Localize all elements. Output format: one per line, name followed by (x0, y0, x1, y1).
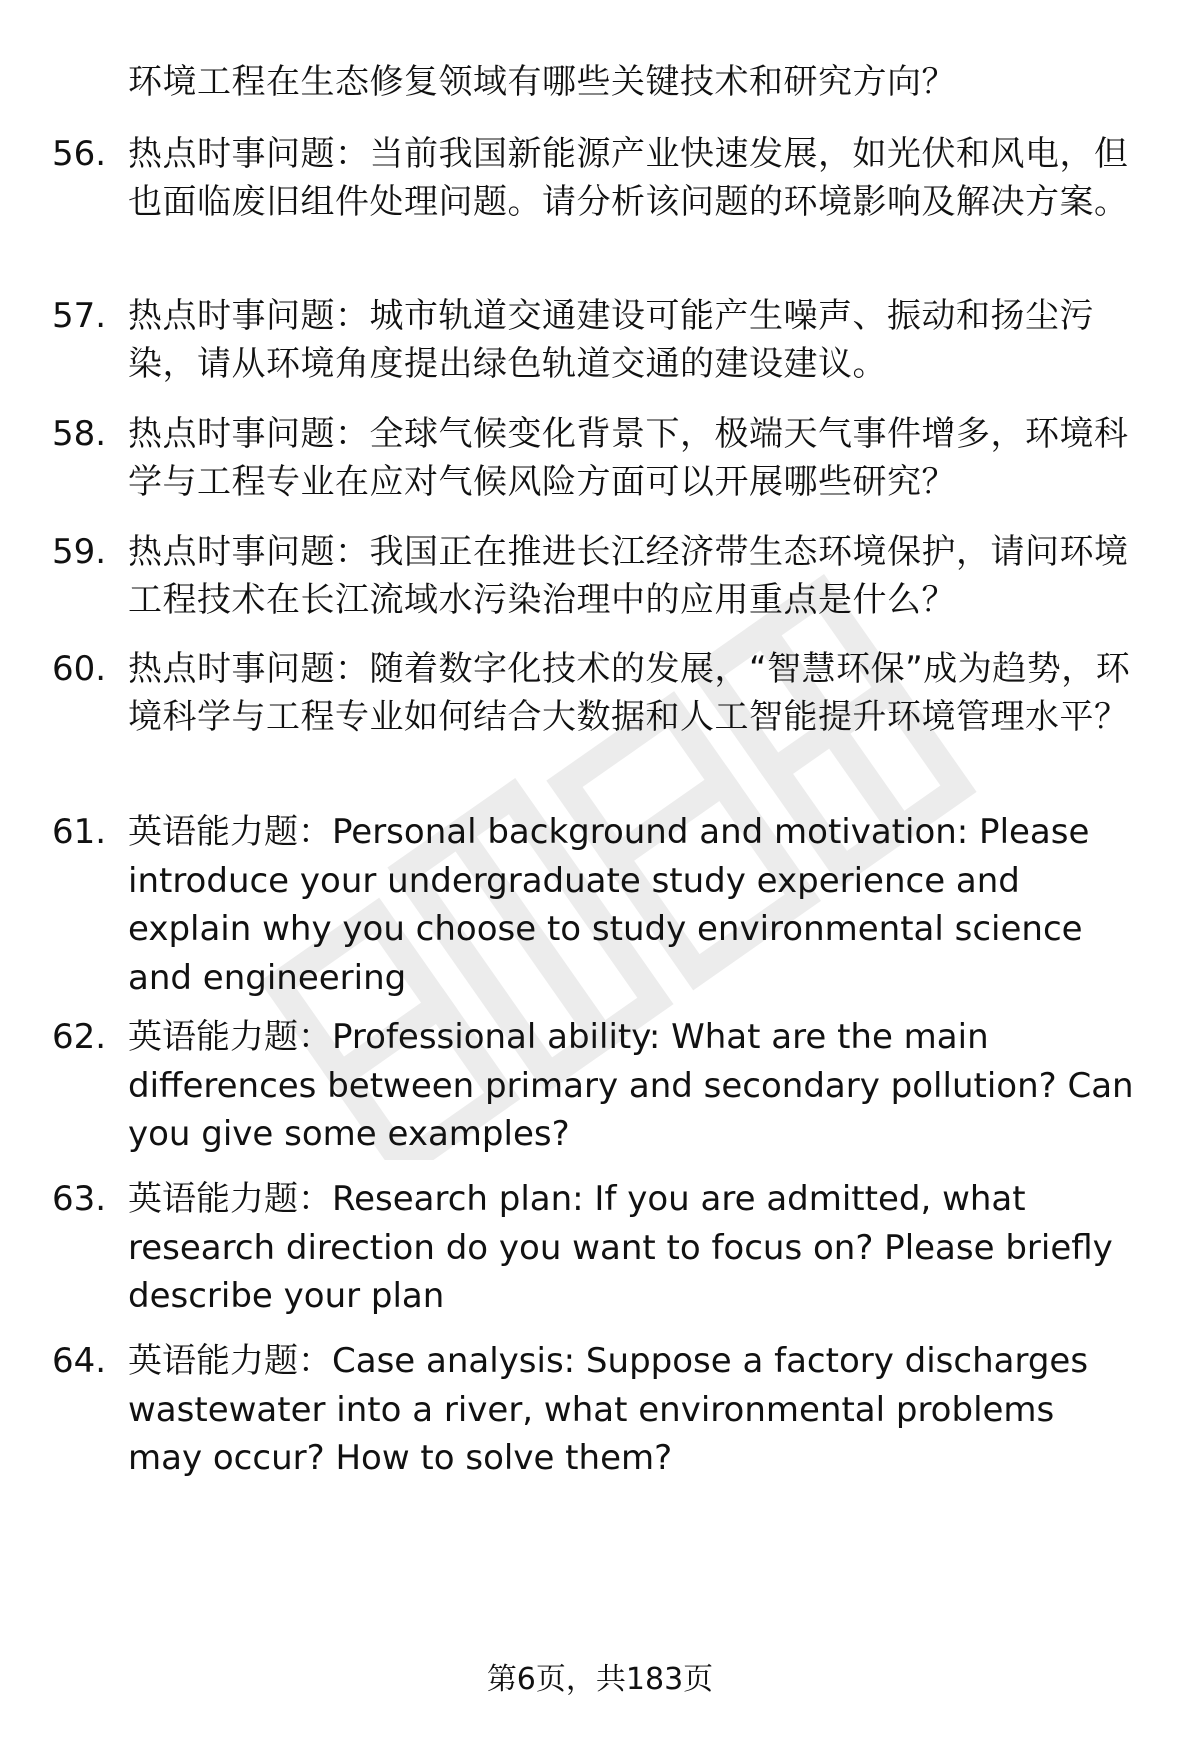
question-number: 61. (52, 812, 107, 852)
question-number: 60. (52, 649, 107, 689)
question-text: 热点时事问题：全球气候变化背景下，极端天气事件增多，环境科学与工程专业在应对气候风险方面可以开展哪些研究？ (128, 414, 1129, 502)
question-59 (52, 528, 1152, 624)
question-number: 63. (52, 1179, 107, 1219)
question-text: 热点时事问题：随着数字化技术的发展，“智慧环保”成为趋势，环境科学与工程专业如何结合大数据和人工智能提升环境管理水平？ (128, 649, 1131, 737)
question-number: 57. (52, 296, 107, 336)
question-text: 热点时事问题：城市轨道交通建设可能产生噪声、振动和扬尘污染，请从环境角度提出绿色轨道交通的建设建议。 (128, 296, 1094, 384)
page-footer: 第6页，共183页 (486, 1662, 714, 1697)
question-text: 英语能力题：Professional ability: What are the main differences between primary and secondary pollution? Can you give some examples? (128, 1017, 1134, 1154)
question-61 (52, 808, 1152, 1002)
question-text: 热点时事问题：我国正在推进长江经济带生态环境保护，请问环境工程技术在长江流域水污染治理中的应用重点是什么？ (128, 532, 1129, 620)
question-number: 59. (52, 532, 107, 572)
question-number: 56. (52, 134, 107, 174)
question-60 (52, 645, 1152, 741)
question-number: 58. (52, 414, 107, 454)
question-text: 英语能力题：Case analysis: Suppose a factory discharges wastewater into a river, what environmental problems may occur? How to solve them? (128, 1341, 1089, 1478)
question-text: 英语能力题：Personal background and motivation: Please introduce your undergraduate study experience and explain why you choose to study environmental science and engineering (128, 812, 1090, 998)
question-number: 62. (52, 1017, 107, 1057)
question-57 (52, 292, 1152, 388)
question-56 (52, 130, 1152, 226)
question-62 (52, 1013, 1152, 1159)
question-58 (52, 410, 1152, 506)
question-number: 64. (52, 1341, 107, 1381)
question-text: 英语能力题：Research plan: If you are admitted, what research direction do you want to focus on? Please briefly describe your plan (128, 1179, 1113, 1316)
continuation-text: 环境工程在生态修复领域有哪些关键技术和研究方向？ (128, 62, 956, 102)
question-text: 热点时事问题：当前我国新能源产业快速发展，如光伏和风电，但也面临废旧组件处理问题。请分析该问题的环境影响及解决方案。 (128, 134, 1129, 222)
question-63 (52, 1175, 1152, 1321)
question-64 (52, 1337, 1152, 1483)
